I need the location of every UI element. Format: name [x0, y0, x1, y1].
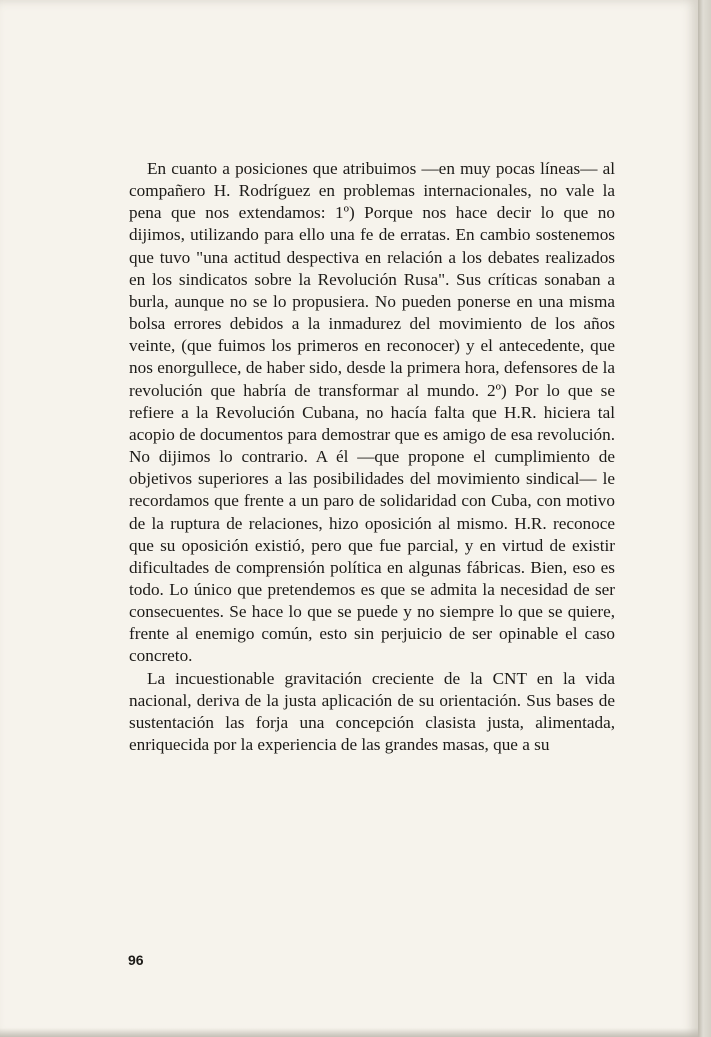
- page-edge: [698, 0, 711, 1037]
- page-bottom-shadow: [0, 1028, 698, 1037]
- paragraph-1: En cuanto a posiciones que atribuimos —en muy pocas líneas— al compañero H. Rodríguez en problemas internacionales, no vale la pena que nos extendamos: 1º) Porque nos hace decir lo que no dijimos, utilizando para ello una fe de erratas. En cambio sostenemos que tuvo "una actitud despectiva en relación a los debates realizados en los sindicatos sobre la Revolución Rusa". Sus críticas sonaban a burla, aunque no se lo propusiera. No pueden ponerse en una misma bolsa errores debidos a la inmadurez del movimiento de los años veinte, (que fuimos los primeros en reconocer) y el antecedente, que nos enorgullece, de haber sido, desde la primera hora, defensores de la revolución que habría de transformar al mundo. 2º) Por lo que se refiere a la Revolución Cubana, no hacía falta que H.R. hiciera tal acopio de documentos para demostrar que es amigo de esa revolución. No dijimos lo contrario. A él —que propone el cumplimiento de objetivos superiores a las posibilidades del movimiento sindical— le recordamos que frente a un paro de solidaridad con Cuba, con motivo de la ruptura de relaciones, hizo oposición al mismo. H.R. reconoce que su oposición existió, pero que fue parcial, y en virtud de existir dificultades de comprensión política en algunas fábricas. Bien, eso es todo. Lo único que pretendemos es que se admita la necesidad de ser consecuentes. Se hace lo que se puede y no siempre lo que se quiere, frente al enemigo común, esto sin perjuicio de ser opinable el caso concreto.: [129, 159, 615, 666]
- paragraph-2: La incuestionable gravitación creciente de la CNT en la vida nacional, deriva de la justa aplicación de su orientación. Sus bases de sustentación las forja una concepción clasista justa, alimentada, enriquecida por la experiencia de las grandes masas, que a su: [129, 668, 615, 755]
- page-number: 96: [128, 952, 144, 968]
- body-text: [129, 158, 615, 756]
